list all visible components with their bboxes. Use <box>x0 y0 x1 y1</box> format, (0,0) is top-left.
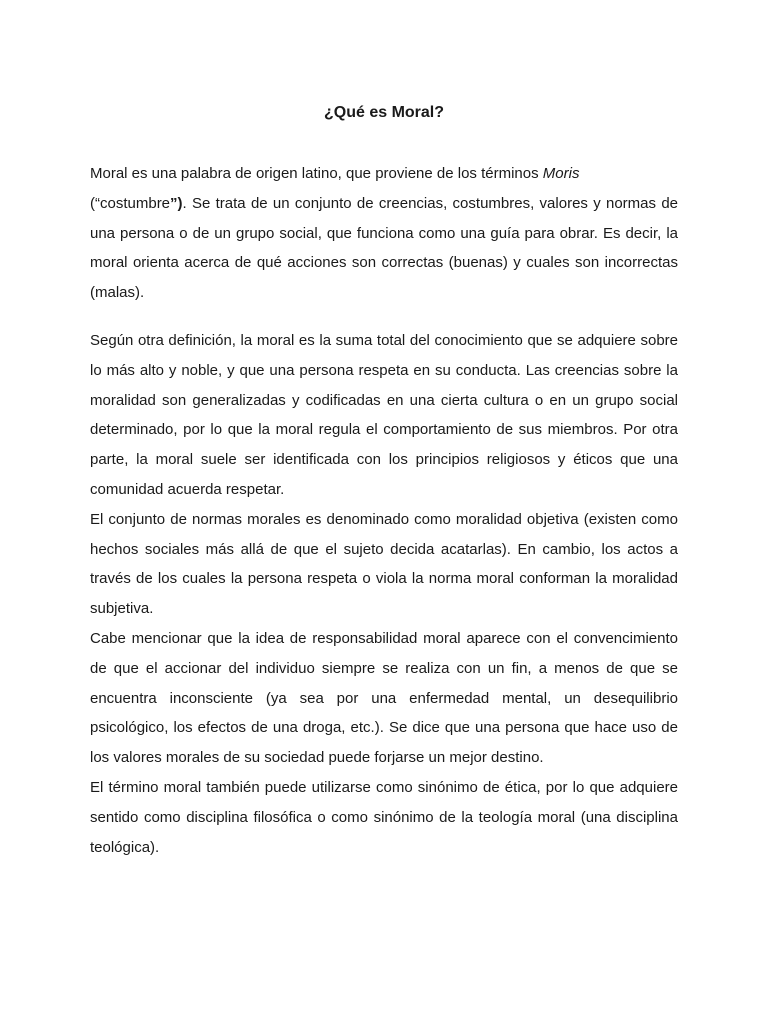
page-title: ¿Qué es Moral? <box>323 104 445 121</box>
body-continued <box>90 326 678 862</box>
open-quote: (“ <box>90 194 100 212</box>
latin-term: Moris <box>542 165 580 182</box>
close-quote: ”) <box>170 194 183 212</box>
paragraph-4: Cabe mencionar que la idea de responsabilidad moral aparece con el convencimiento de que el accionar del individuo siempre se realiza con un fin, a menos de que se encuentra inconsciente (ya sea por una enfermedad mental, un desequilibrio psicológico, los efectos de una droga, etc.). Se dice que una persona que hace uso de los valores morales de su sociedad puede forjarse un mejor destino. <box>90 629 678 767</box>
paragraph-2: Según otra definición, la moral es la suma total del conocimiento que se adquiere sobre lo más alto y noble, y que una persona respeta en su conducta. Las creencias sobre la moralidad son generalizadas y codificadas en una cierta cultura o en un grupo social determinado, por lo que la moral regula el comportamiento de sus miembros. Por otra parte, la moral suele ser identificada con los principios religiosos y éticos que una comunidad acuerda respetar. <box>90 332 678 498</box>
quoted-word: costumbre <box>100 194 171 212</box>
paragraph-5: El término moral también puede utilizarse como sinónimo de ética, por lo que adquiere sentido como disciplina filosófica o como sinónimo de la teología moral (una disciplina teológica). <box>90 778 678 856</box>
paragraph-3: El conjunto de normas morales es denominado como moralidad objetiva (existen como hechos sociales más allá de que el sujeto decida acatarlas). En cambio, los actos a través de los cuales la persona respeta o viola la norma moral conforman la moralidad subjetiva. <box>90 510 678 618</box>
paragraph-1-intro: Moral es una palabra de origen latino, que proviene de los términos <box>90 165 543 182</box>
paragraph-1 <box>90 159 678 308</box>
paragraph-1-rest: . Se trata de un conjunto de creencias, costumbres, valores y normas de una persona o de un grupo social, que funciona como una guía para obrar. Es decir, la moral orienta acerca de qué acciones son correctas (buenas) y cuales son incorrectas (malas). <box>90 194 678 302</box>
